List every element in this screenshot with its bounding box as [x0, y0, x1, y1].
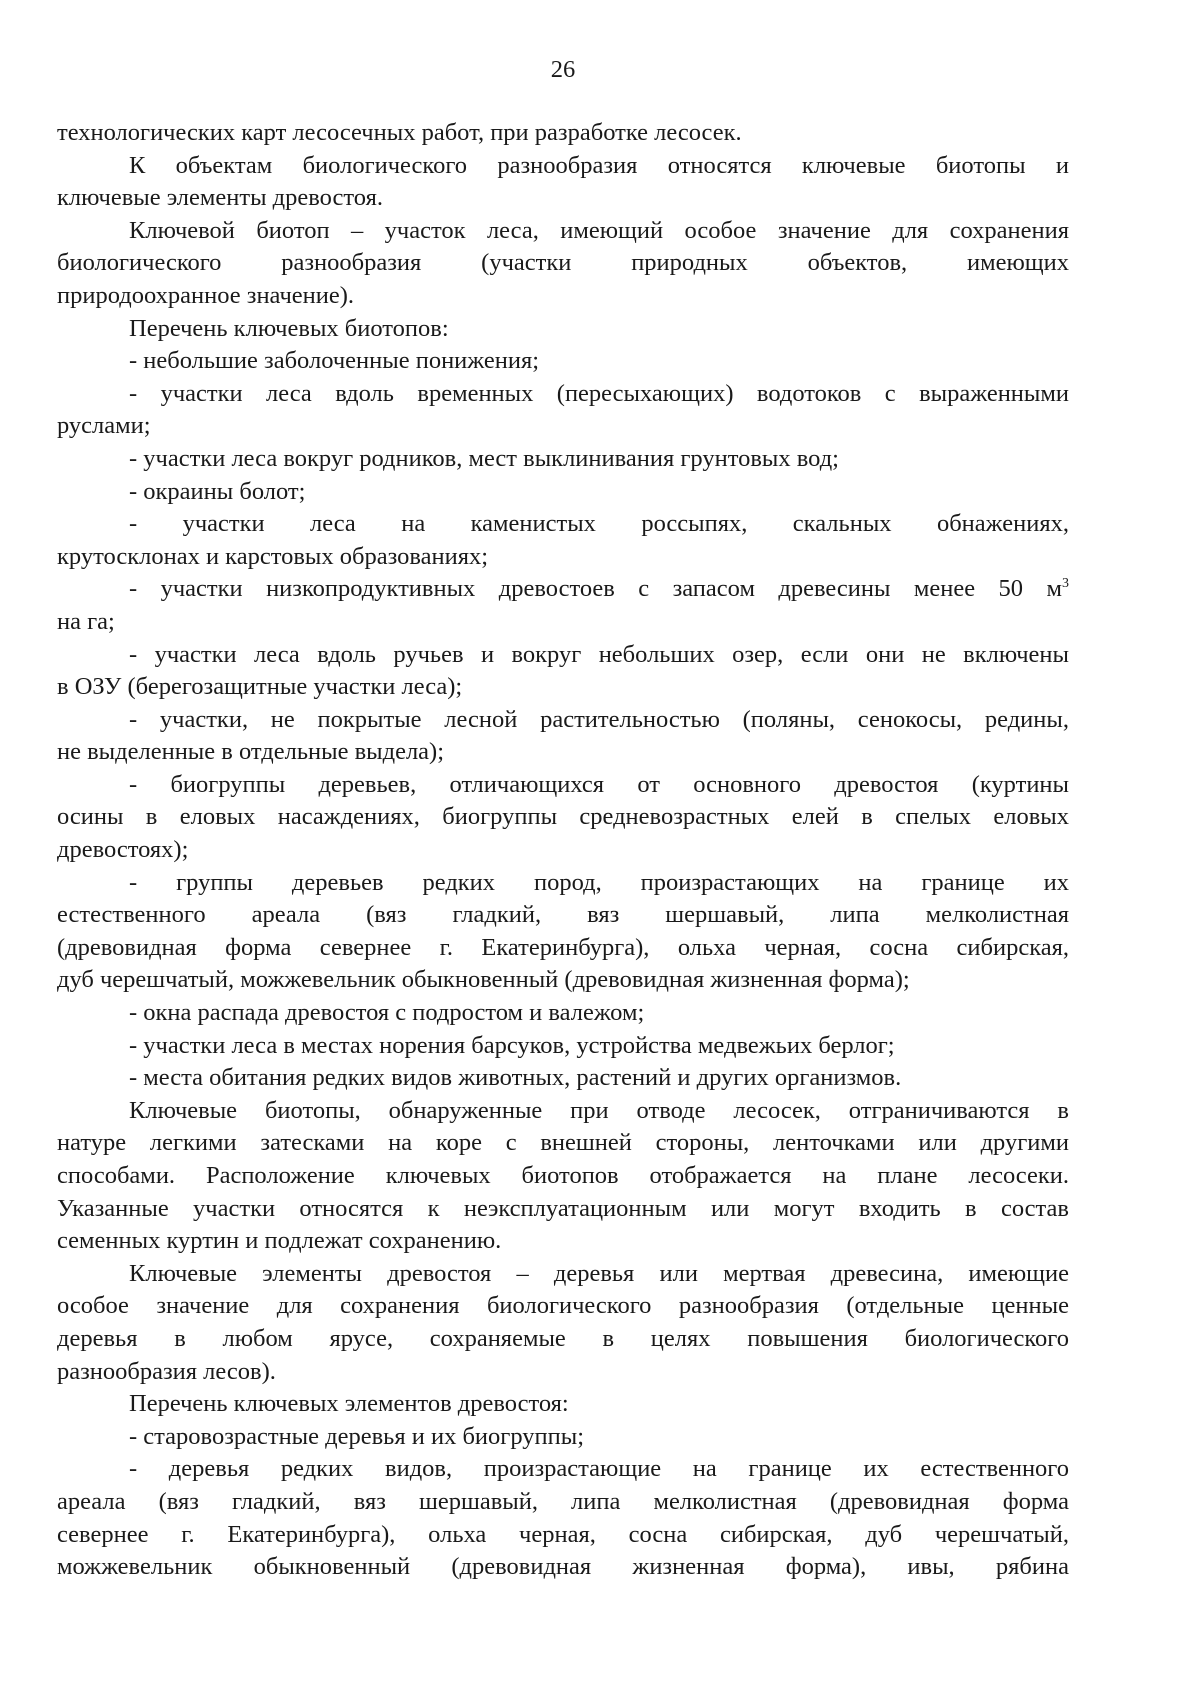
- line-text: естественного ареала (вяз гладкий, вяз шершавый, липа мелколистная: [57, 901, 1069, 929]
- text-line: [57, 1323, 1069, 1356]
- text-line: [57, 1486, 1069, 1519]
- line-text: натуре легкими затесками на коре с внешней стороны, ленточками или другими: [57, 1129, 1069, 1157]
- text-line: [57, 639, 1069, 672]
- text-line: [57, 313, 1069, 346]
- text-line: [57, 182, 1069, 215]
- text-line: [57, 1519, 1069, 1552]
- text-line: [57, 997, 1069, 1030]
- line-text: Ключевой биотоп – участок леса, имеющий особое значение для сохранения: [129, 216, 1069, 244]
- text-line: [57, 1127, 1069, 1160]
- line-text: Указанные участки относятся к неэксплуатационным или могут входить в состав: [57, 1194, 1069, 1222]
- superscript: 3: [1062, 576, 1069, 592]
- line-text: семенных куртин и подлежат сохранению.: [57, 1227, 502, 1255]
- text-line: [57, 1193, 1069, 1226]
- line-text: ключевые элементы древостоя.: [57, 184, 383, 212]
- text-line: [57, 1225, 1069, 1258]
- line-text: - участки леса вдоль ручьев и вокруг небольших озер, если они не включены: [129, 640, 1069, 668]
- line-text: Перечень ключевых элементов древостоя:: [129, 1390, 569, 1418]
- text-line: [57, 606, 1069, 639]
- line-text: не выделенные в отдельные выдела);: [57, 738, 445, 766]
- line-text: - участки леса вокруг родников, мест выклинивания грунтовых вод;: [129, 444, 839, 472]
- line-text: деревья в любом ярусе, сохраняемые в целях повышения биологического: [57, 1324, 1069, 1352]
- page-number: 26: [550, 56, 576, 83]
- line-text: Ключевые биотопы, обнаруженные при отводе лесосек, отграничиваются в: [129, 1096, 1069, 1124]
- text-line: [57, 378, 1069, 411]
- line-text: древостоях);: [57, 836, 189, 864]
- line-text: - участки низкопродуктивных древостоев с запасом древесины менее 50 м: [129, 575, 1062, 603]
- line-text: способами. Расположение ключевых биотопов отображается на плане лесосеки.: [57, 1162, 1069, 1189]
- text-line: [57, 1421, 1069, 1454]
- text-line: [57, 801, 1069, 834]
- text-line: [57, 899, 1069, 932]
- line-text: в ОЗУ (берегозащитные участки леса);: [57, 673, 463, 701]
- line-text: (древовидная форма севернее г. Екатеринбурга), ольха черная, сосна сибирская,: [57, 933, 1069, 961]
- text-line: [57, 508, 1069, 541]
- text-line: [57, 671, 1069, 704]
- text-line: [57, 964, 1069, 997]
- text-line: [57, 1290, 1069, 1323]
- line-text: разнообразия лесов).: [57, 1357, 276, 1385]
- text-line: [57, 345, 1069, 378]
- line-text: Перечень ключевых биотопов:: [129, 314, 449, 342]
- line-text: на га;: [57, 607, 115, 635]
- line-text: - окраины болот;: [129, 477, 306, 505]
- line-text: - группы деревьев редких пород, произрастающих на границе их: [129, 868, 1069, 896]
- line-text: - деревья редких видов, произрастающие на границе их естественного: [129, 1455, 1069, 1483]
- line-text: дуб черешчатый, можжевельник обыкновенный (древовидная жизненная форма);: [57, 966, 910, 994]
- text-line: [57, 117, 1069, 150]
- line-text: биологического разнообразия (участки природных объектов, имеющих: [57, 249, 1069, 277]
- text-line: [57, 247, 1069, 280]
- line-text: - участки, не покрытые лесной растительностью (поляны, сенокосы, редины,: [129, 705, 1069, 733]
- line-text: природоохранное значение).: [57, 281, 355, 309]
- text-line: [57, 1030, 1069, 1063]
- line-text: Ключевые элементы древостоя – деревья или мертвая древесина, имеющие: [129, 1259, 1069, 1287]
- text-line: [57, 932, 1069, 965]
- line-text: ареала (вяз гладкий, вяз шершавый, липа мелколистная (древовидная форма: [57, 1487, 1069, 1515]
- document-body: [57, 117, 1069, 1584]
- text-line: [57, 476, 1069, 509]
- line-text: осины в еловых насаждениях, биогруппы средневозрастных елей в спелых еловых: [57, 803, 1069, 831]
- line-text: крутосклонах и карстовых образованиях;: [57, 542, 489, 570]
- line-text: особое значение для сохранения биологического разнообразия (отдельные ценные: [57, 1292, 1069, 1320]
- line-text: - биогруппы деревьев, отличающихся от основного древостоя (куртины: [129, 770, 1069, 798]
- text-line: [57, 1258, 1069, 1291]
- text-line: [57, 736, 1069, 769]
- text-line: [57, 280, 1069, 313]
- text-line: [57, 1453, 1069, 1486]
- line-text: технологических карт лесосечных работ, при разработке лесосек.: [57, 119, 742, 146]
- text-line: [57, 1388, 1069, 1421]
- text-line: [57, 573, 1069, 606]
- text-line: [57, 704, 1069, 737]
- text-line: [57, 1095, 1069, 1128]
- text-line: [57, 215, 1069, 248]
- text-line: [57, 769, 1069, 802]
- text-line: [57, 1160, 1069, 1193]
- text-line: [57, 1062, 1069, 1095]
- text-line: [57, 867, 1069, 900]
- text-line: [57, 834, 1069, 867]
- line-text: можжевельник обыкновенный (древовидная жизненная форма), ивы, рябина: [57, 1553, 1069, 1581]
- text-line: [57, 541, 1069, 574]
- text-line: [57, 1551, 1069, 1584]
- line-text: - участки леса вдоль временных (пересыхающих) водотоков с выраженными: [129, 379, 1069, 407]
- text-line: [57, 410, 1069, 443]
- line-text: К объектам биологического разнообразия относятся ключевые биотопы и: [129, 151, 1069, 179]
- line-text: - старовозрастные деревья и их биогруппы;: [129, 1422, 585, 1450]
- line-text: руслами;: [57, 412, 151, 440]
- text-line: [57, 443, 1069, 476]
- text-line: [57, 1356, 1069, 1389]
- line-text: севернее г. Екатеринбурга), ольха черная, сосна сибирская, дуб черешчатый,: [57, 1520, 1069, 1548]
- line-text: - участки леса в местах норения барсуков, устройства медвежьих берлог;: [129, 1031, 895, 1059]
- line-text: - участки леса на каменистых россыпях, скальных обнажениях,: [129, 510, 1069, 538]
- line-text: - окна распада древостоя с подростом и валежом;: [129, 999, 645, 1027]
- text-line: [57, 150, 1069, 183]
- line-text: - небольшие заболоченные понижения;: [129, 347, 540, 375]
- line-text: - места обитания редких видов животных, растений и других организмов.: [129, 1064, 902, 1092]
